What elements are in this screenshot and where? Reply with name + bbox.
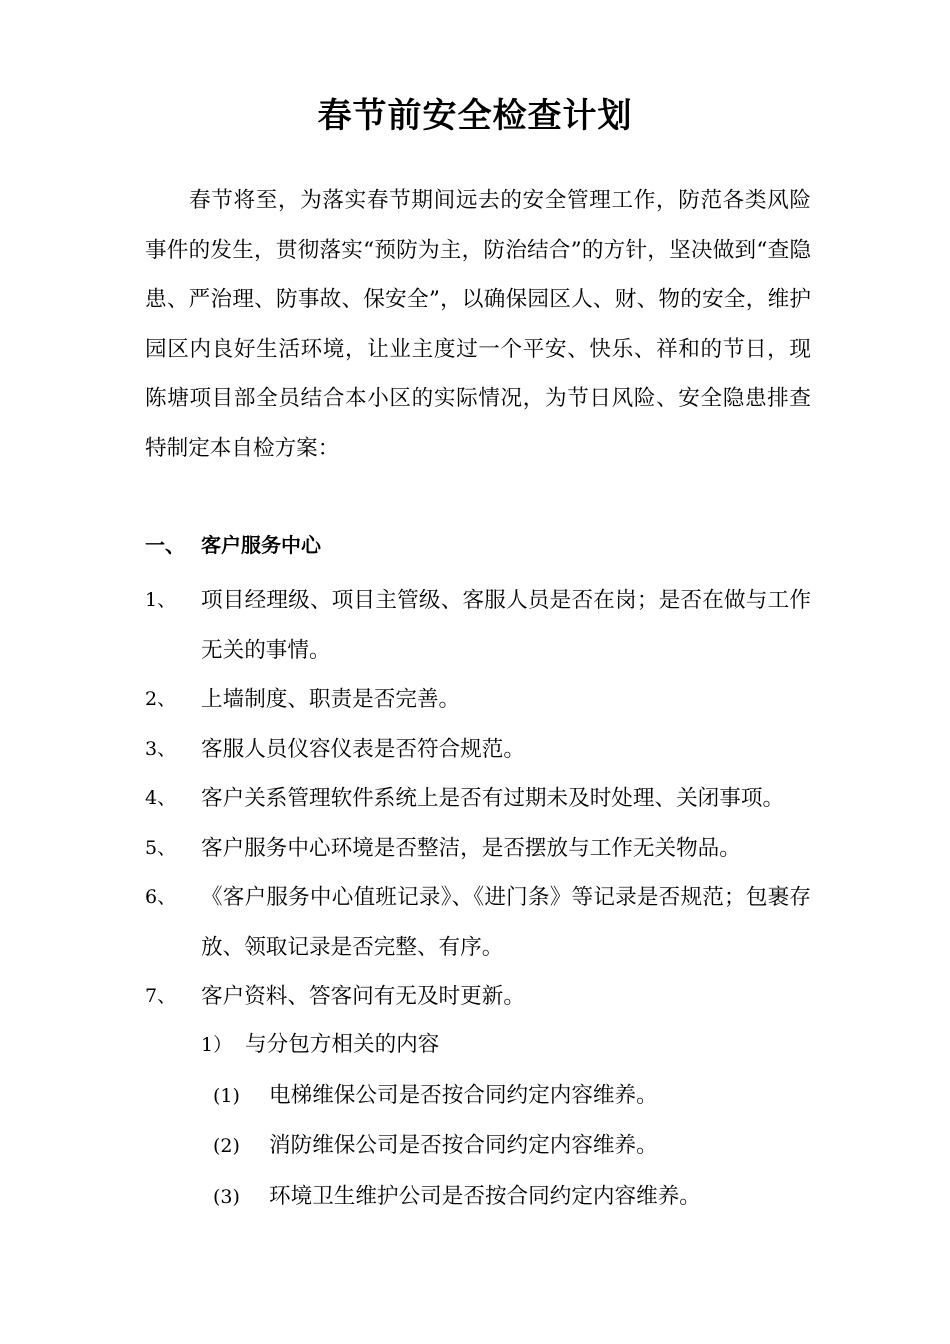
list-item: [145, 824, 811, 874]
item-number: 6、: [145, 886, 177, 908]
subcontractor-list: [201, 1020, 811, 1222]
section-number: 一、: [145, 533, 185, 557]
list-item: [145, 873, 811, 972]
subsection-title: 与分包方相关的内容: [245, 1032, 440, 1057]
item-number: 1、: [145, 589, 177, 611]
sub-item-number: (3): [213, 1185, 240, 1208]
item-number: 4、: [145, 787, 177, 809]
section-heading: [145, 528, 811, 562]
item-text: 《客户服务中心值班记录》、《进门条》等记录是否规范；包裹存放、领取记录是否完整、有序。: [201, 885, 811, 960]
item-text: 客户资料、答客问有无及时更新。: [201, 984, 525, 1009]
sub-item-text: 环境卫生维护公司是否按合同约定内容维养。: [269, 1183, 701, 1209]
item-text: 上墙制度、职责是否完善。: [201, 687, 461, 712]
subsection-heading: [201, 1020, 811, 1071]
sub-item-number: (1): [213, 1084, 240, 1107]
item-number: 2、: [145, 688, 177, 710]
sub-list-item: [201, 1172, 811, 1223]
section-title: 客户服务中心: [201, 533, 321, 557]
subsection-number: 1）: [201, 1034, 233, 1056]
item-number: 3、: [145, 737, 177, 760]
item-number: 7、: [145, 985, 177, 1007]
list-item: [145, 972, 811, 1022]
checklist: [145, 576, 811, 1022]
item-text: 客户关系管理软件系统上是否有过期未及时处理、关闭事项。: [201, 786, 785, 811]
list-item: [145, 774, 811, 824]
sub-item-number: (2): [213, 1135, 240, 1157]
page-title: 春节前安全检查计划: [317, 96, 633, 136]
item-text: 客服人员仪容仪表是否符合规范。: [201, 736, 525, 762]
list-item: [145, 675, 811, 725]
item-number: 5、: [145, 836, 177, 859]
intro-paragraph: 春节将至，为落实春节期间远去的安全管理工作，防范各类风险事件的发生，贯彻落实“预防为主，防治结合”的方针，坚决做到“查隐患、严治理、防事故、保安全”，以确保园区人、财、物的安全，维护园区内良好生活环境，让业主度过一个平安、快乐、祥和的节日，现陈塘项目部全员结合本小区的实际情况，为节日风险、安全隐患排查特制定本自检方案：: [145, 188, 811, 461]
sub-item-text: 电梯维保公司是否按合同约定内容维养。: [269, 1082, 658, 1108]
item-text: 项目经理级、项目主管级、客服人员是否在岗；是否在做与工作无关的事情。: [201, 588, 811, 663]
sub-item-text: 消防维保公司是否按合同约定内容维养。: [269, 1133, 658, 1158]
list-item: [145, 725, 811, 775]
list-item: [145, 576, 811, 675]
sub-list-item: [201, 1121, 811, 1172]
sub-list-item: [201, 1071, 811, 1122]
item-text: 客户服务中心环境是否整洁，是否摆放与工作无关物品。: [201, 835, 741, 861]
